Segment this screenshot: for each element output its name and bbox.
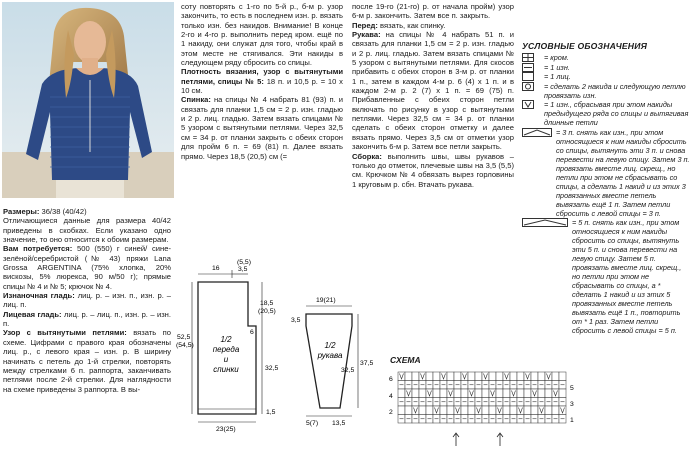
edge-stitch-icon: [522, 53, 534, 62]
height-label-b: (54,5): [176, 342, 194, 349]
cluster-3-icon: [522, 128, 552, 137]
chart-cell: [447, 372, 454, 381]
sizes-note: Отличающиеся данные для размера 40/42 приведены в скобках. Если указано одно значение, то оно относится к обоим размерам.: [3, 216, 171, 245]
pattern-continued: соту повторять с 1-го по 5-й р., б-м р. узор закончить, то есть в последнем изн. р. вязать только изн. без накидов. Внимание! В конце 2-го и 4-го р. выполнить перед кром. ещё по 1 накиду, они служат для того, чтобы край в этом месте не стягивался. Эти накиды в следующем ряду сбросить со спицы.: [181, 2, 343, 68]
chart-cell: [447, 406, 454, 415]
chart-cell: [503, 406, 510, 415]
armhole-label-a: 18,5: [260, 300, 274, 307]
legend-item-knit: [522, 72, 690, 81]
armhole-label-b: (20,5): [258, 308, 276, 315]
sleeve-top-label: 19(21): [316, 297, 336, 304]
chart-cell: [489, 406, 496, 415]
legend-title: УСЛОВНЫЕ ОБОЗНАЧЕНИЯ: [522, 41, 648, 51]
band-label: 1,5: [266, 409, 276, 416]
elongated-stitch-icon: [522, 100, 534, 109]
back-label: Спинка:: [181, 95, 211, 105]
chart-cell: [503, 389, 510, 398]
legend-text-edge: = кром.: [544, 53, 569, 62]
sizes-label: Размеры:: [3, 207, 40, 216]
sleeve-schematic: [288, 290, 380, 440]
column-front-sleeves: [352, 2, 514, 189]
top-width-label: 16: [212, 265, 220, 272]
column-materials: [3, 207, 171, 394]
chart-cell: [517, 372, 524, 381]
knit-stitch-label: Лицевая гладь:: [3, 309, 62, 319]
chart-cell: [475, 389, 482, 398]
row-label-left-3: 2: [389, 409, 393, 416]
chart-cell: [426, 372, 433, 381]
back-value: на спицы № 4 набрать 81 (93) п. и связать для планки 1,5 см = 2 р. изн. гладью и 2 р. лиц. гладью. Затем вязать спицами № 5 узором с вытянутыми петлями. Через 32,5 см = 34 р. от планки закрыть с обеих сторон для пройм 6 п. = 69 (81) п. Далее вязать прямо. Через 18,5 (20,5) см (=: [181, 95, 343, 161]
chart-cell: [510, 406, 517, 415]
chart-cell: [559, 372, 566, 381]
sleeve-height-label: 37,5: [360, 360, 374, 367]
sizes-value: 36/38 (40/42): [39, 207, 87, 216]
chart-cell: [412, 372, 419, 381]
chart-cell: [538, 372, 545, 381]
double-yarn-over-icon: [522, 82, 534, 91]
chart-cell: [440, 406, 447, 415]
chart-cell: [489, 372, 496, 381]
knit-stitch-icon: [522, 72, 534, 81]
chart-cell: [440, 389, 447, 398]
legend-text-elongated: = 1 изн., сбрасывая при этом накиды предыдущего ряда со спицы и вытягивая длинные петли: [544, 100, 689, 127]
front-label: Перед:: [352, 20, 378, 30]
chart-cell: [468, 372, 475, 381]
legend-item-double-yarn: [522, 82, 690, 100]
chart-cell: [482, 389, 489, 398]
chart-cell: [496, 372, 503, 381]
legend-text-knit: = 1 лиц.: [544, 72, 571, 81]
chart-cell: [538, 389, 545, 398]
legend-text-cluster-3: = 3 п. снять как изн., при этом относящиеся к ним накиды сбросить со спицы, вытянуть эти 3 п. и снова перевести на левую спицу. Затем 3 п. провязать вместе лиц. скрещ., но петли при этом не сбрасывать со спицы, а сделать 1 накид и из этих 3 провязанных вместе петель вывязать ещё 1 п. Затем петли сбросить с левой спицы = 3 п.: [556, 127, 690, 218]
legend-text-cluster-5: = 5 п. снять как изн., при этом относящиеся к ним накиды сбросить со спицы, вытянуть эти 5 п. и снова перевести на левую спицу. Затем 5 п. провязать вместе лиц. скрещ., но петли при этом не сбрасывать со спицы, а * сделать 1 накид и из этих 5 провязанных вместе петель вывязать ещё 1 п., повторить от * 1 раз. Затем петли сбросить с левой спицы = 5 п.: [572, 218, 682, 335]
repeat-arrow-right: [497, 433, 503, 446]
sleeve-outline: [306, 314, 355, 408]
front-paragraph: [352, 21, 514, 30]
density-paragraph: [181, 67, 343, 95]
body-label-front: переда: [212, 345, 240, 354]
purl-stitch-icon: [522, 63, 534, 72]
chart-cell: [426, 406, 433, 415]
armhole-cut-label: 6: [250, 329, 254, 336]
legend-item-cluster-5: [522, 218, 690, 335]
sleeve-value: на спицы № 4 набрать 51 п. и связать для планки 1,5 см = 2 р. изн. гладью и 2 р. лиц. гладью. Затем вязать спицами № 5 узором с вытянутыми петлями. Для скосов прибавить с обеих сторон в 3-м р. от планки 1 п., затем в каждом 4-м р. 6 (4) х 1 п. и в каждом 2-м р. 2 (7) х 1 п. = 69 (75) п. Прибавленные с обеих сторон петли включать по рисунку в узор с вытянутыми петлями. Через 32,5 см = 34 р. от планки сделать с обеих сторон отметку и далее вязать прямо. Через 3,5 см от отметки узор закончить 6-м р. Затем все петли закрыть.: [352, 30, 514, 152]
shoulder-label-a: (5,5): [237, 259, 251, 266]
pattern-label: Узор с вытянутыми петлями:: [3, 328, 127, 338]
body-label-and: и: [223, 355, 229, 364]
assembly-paragraph: [352, 152, 514, 189]
pattern-paragraph: [3, 328, 171, 393]
sleeve-label-name: рукава: [317, 351, 343, 360]
density-value: 18 п. и 10,5 р. = 10 х 10 см.: [181, 76, 343, 96]
sleeve-bottom-a: 5(7): [306, 420, 319, 427]
assembly-value: выполнить швы, швы рукавов – только до отметок, плечевые швы на 3,5 (5,5) см. Крючком № 4 обвязать вырез горловины 1 круговым р. сбн. Втачать рукава.: [352, 151, 514, 189]
chart-cell: [468, 406, 475, 415]
knit-stitch-paragraph: [3, 310, 171, 329]
stitch-chart-grid: [398, 372, 566, 423]
chart-cell: [552, 372, 559, 381]
row-label-left-2: 4: [389, 393, 393, 400]
chart-cell: [475, 372, 482, 381]
pattern-value: вязать по схеме. Цифрами с правого края обозначены лиц. р., с левого края – изн. р. В ширину начинать с петель до 1-й стрелки, повторять между стрелками 6 п. раппорта, заканчивать петлями после 2-й стрелки. Для наглядности на схеме приведены 3 раппорта. В вы-: [3, 328, 172, 394]
bottom-width-label: 23(25): [216, 426, 236, 433]
legend-item-elongated: [522, 100, 690, 127]
chart-cell: [531, 406, 538, 415]
materials-label: Вам потребуется:: [3, 244, 73, 254]
density-label: Плотность вязания, узор с вытянутыми петлями, спицы № 5:: [181, 67, 343, 86]
repeat-arrow-left: [453, 433, 459, 446]
legend-item-cluster-3: [522, 128, 690, 218]
chart-cell: [433, 372, 440, 381]
legend-text-double-yarn: = сделать 2 накида и следующую петлю провязать изн.: [544, 81, 686, 100]
sizes-paragraph: [3, 207, 171, 216]
chart-cell: [510, 372, 517, 381]
chart-cell: [482, 406, 489, 415]
chart-cell: [454, 389, 461, 398]
chart-cell: [398, 406, 405, 415]
chart-cell: [524, 389, 531, 398]
chart-cell: [419, 406, 426, 415]
materials-paragraph: [3, 244, 171, 291]
chart-cell: [433, 389, 440, 398]
model-photo: [2, 2, 174, 198]
chart-cell: [454, 372, 461, 381]
sleeve-paragraph: [352, 30, 514, 151]
shoulder-label-b: 3,5: [238, 266, 248, 273]
cluster-5-icon: [522, 218, 568, 227]
chart-cell: [545, 406, 552, 415]
stitch-chart: [384, 366, 584, 460]
body-label-half: 1/2: [220, 335, 232, 344]
back-paragraph: [181, 95, 343, 160]
legend: [522, 42, 690, 336]
chart-cell: [461, 389, 468, 398]
front-value: вязать, как спинку.: [377, 20, 446, 30]
chart-cell: [461, 406, 468, 415]
side-length-label: 32,5: [265, 365, 279, 372]
materials-value: 500 (550) г синей/ сине-зелёной/серебристой (№ 43) пряжи Lana Grossa ARGENTINA (75% хлопка, 20% вискозы, 5% люрекса, 90 м/50 г); прямые спицы № 4 и № 5; крючок № 4.: [3, 244, 171, 291]
body-label-back: спинки: [213, 365, 239, 374]
sleeve-label-half: 1/2: [324, 341, 336, 350]
assembly-label: Сборка:: [352, 151, 382, 161]
legend-item-purl: [522, 63, 690, 72]
purl-stitch-paragraph: [3, 291, 171, 310]
column-back: [181, 2, 343, 161]
chart-cell: [398, 389, 405, 398]
chart-cell: [412, 389, 419, 398]
purl-stitch-value: лиц. р. – изн. п., изн. р. – лиц. п.: [3, 291, 171, 310]
back-continued: после 19-го (21-го) р. от начала пройм) узор 6-м р. закончить. Затем все п. закрыть.: [352, 2, 514, 21]
row-label-right-2: 3: [570, 401, 574, 408]
sleeve-mark-label: 3,5: [291, 317, 301, 324]
schema-title: СХЕМА: [390, 355, 421, 365]
height-label-a: 52,5: [177, 334, 191, 341]
chart-cell: [419, 389, 426, 398]
row-label-left-1: 6: [389, 376, 393, 383]
row-label-right-3: 1: [570, 417, 574, 424]
legend-item-edge: [522, 53, 690, 62]
legend-text-purl: = 1 изн.: [544, 62, 570, 72]
sleeve-bottom-b: 13,5: [332, 420, 346, 427]
sleeve-side-label: 32,5: [341, 367, 355, 374]
knit-stitch-value: лиц. р. – лиц. п., изн. р. – изн. п.: [3, 309, 171, 329]
model-photo-illustration: [2, 2, 174, 198]
chart-cell: [545, 389, 552, 398]
chart-cell: [496, 389, 503, 398]
chart-cell: [531, 372, 538, 381]
sleeve-label: Рукава:: [352, 30, 381, 40]
body-schematic: [176, 254, 284, 454]
row-label-right-1: 5: [570, 385, 574, 392]
chart-cell: [559, 389, 566, 398]
chart-cell: [524, 406, 531, 415]
chart-cell: [552, 406, 559, 415]
chart-cell: [517, 389, 524, 398]
purl-stitch-label: Изнаночная гладь:: [3, 291, 75, 301]
chart-cell: [405, 406, 412, 415]
chart-cell: [405, 372, 412, 381]
